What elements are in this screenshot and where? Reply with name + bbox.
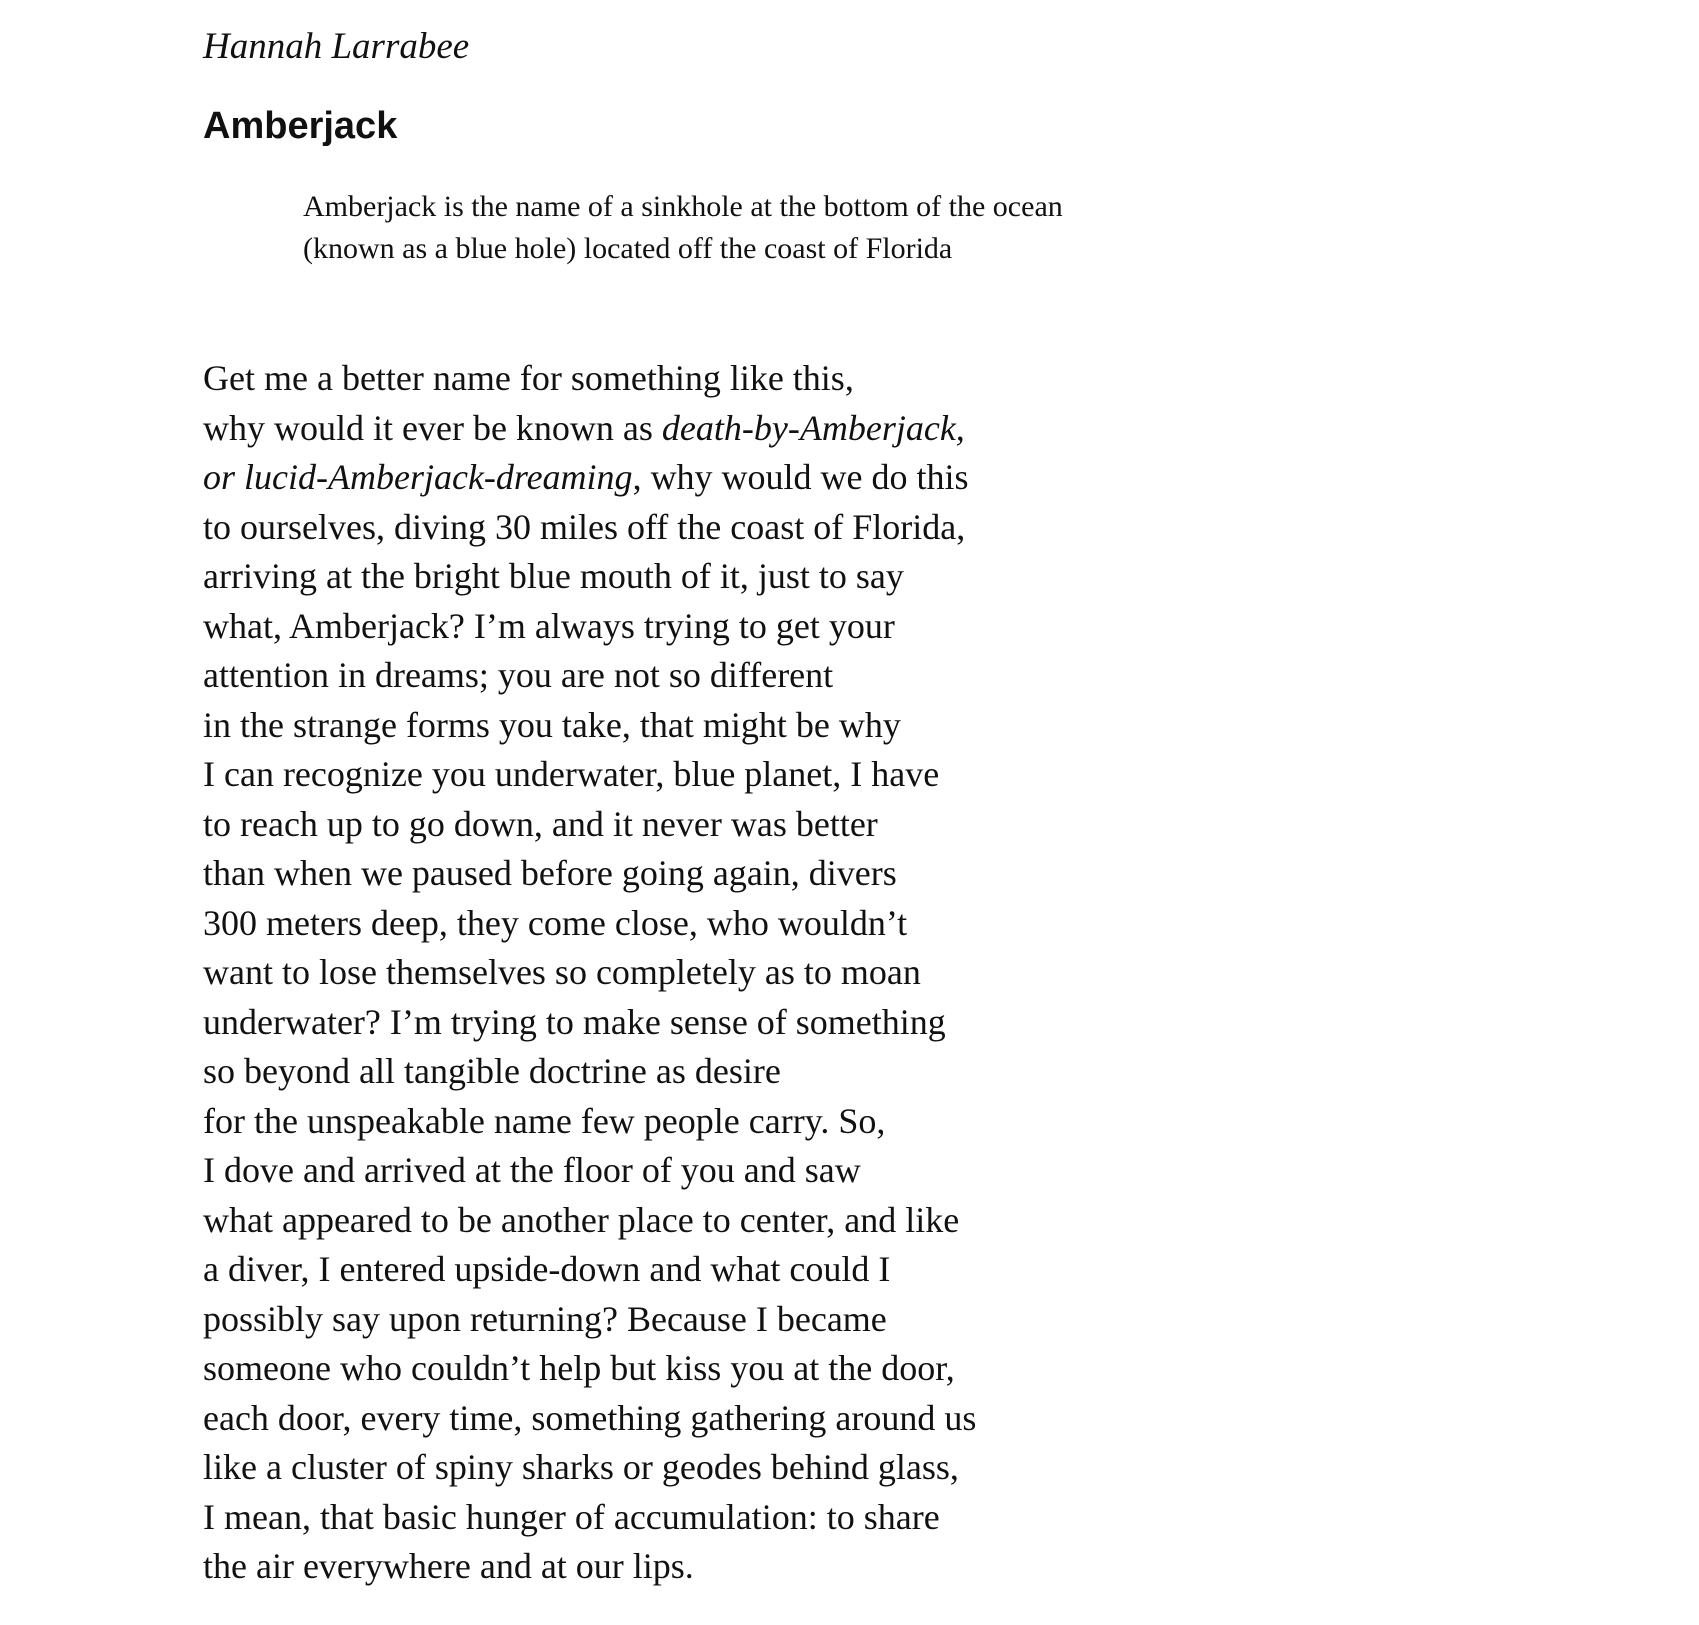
poem-line: I can recognize you underwater, blue planet, I have [203, 754, 940, 794]
poem-line: Get me a better name for something like this, [203, 358, 854, 398]
poem-line-text: why would it ever be known as [203, 407, 662, 448]
poem-line-italic: or lucid-Amberjack-dreaming [203, 457, 633, 497]
poem-line [203, 404, 976, 454]
poem-line-italic: death-by-Amberjack, [661, 407, 965, 448]
poem-title: Amberjack [203, 105, 398, 147]
poem-line: each door, every time, something gathering around us [203, 1397, 977, 1438]
poem-line [203, 453, 976, 503]
author-name: Hannah Larrabee [203, 26, 470, 67]
poem-body [203, 354, 976, 1592]
poem-line: for the unspeakable name few people carry. So, [203, 1100, 886, 1141]
poem-line: to ourselves, diving 30 miles off the coast of Florida, [203, 506, 966, 547]
poem-line: so beyond all tangible doctrine as desire [203, 1051, 781, 1091]
poem-line: want to lose themselves so completely as to moan [203, 952, 921, 992]
poem-line: I dove and arrived at the floor of you and saw [203, 1150, 861, 1190]
poem-line: like a cluster of spiny sharks or geodes behind glass, [203, 1447, 959, 1487]
epigraph [303, 186, 1063, 270]
poem-line: 300 meters deep, they come close, who wouldn’t [203, 902, 908, 943]
poem-line: attention in dreams; you are not so different [203, 655, 834, 695]
poem-line: I mean, that basic hunger of accumulation: to share [203, 1496, 940, 1537]
poem-line: than when we paused before going again, divers [203, 853, 897, 893]
poem-line: to reach up to go down, and it never was better [203, 803, 878, 844]
poem-line: someone who couldn’t help but kiss you at the door, [203, 1348, 955, 1388]
poem-line: what, Amberjack? I’m always trying to get your [203, 605, 895, 646]
poem-line-text: , why would we do this [632, 457, 969, 497]
poem-line: the air everywhere and at our lips. [203, 1546, 694, 1586]
poem-line: what appeared to be another place to center, and like [203, 1199, 960, 1240]
epigraph-line: (known as a blue hole) located off the coast of Florida [303, 232, 953, 265]
poem-line: in the strange forms you take, that might be why [203, 704, 901, 745]
poem-line: possibly say upon returning? Because I became [203, 1298, 887, 1339]
poem-line: arriving at the bright blue mouth of it, just to say [203, 556, 904, 596]
epigraph-line: Amberjack is the name of a sinkhole at the bottom of the ocean [303, 190, 1063, 223]
poem-line: a diver, I entered upside-down and what could I [203, 1249, 891, 1289]
poem-line: underwater? I’m trying to make sense of something [203, 1001, 946, 1042]
